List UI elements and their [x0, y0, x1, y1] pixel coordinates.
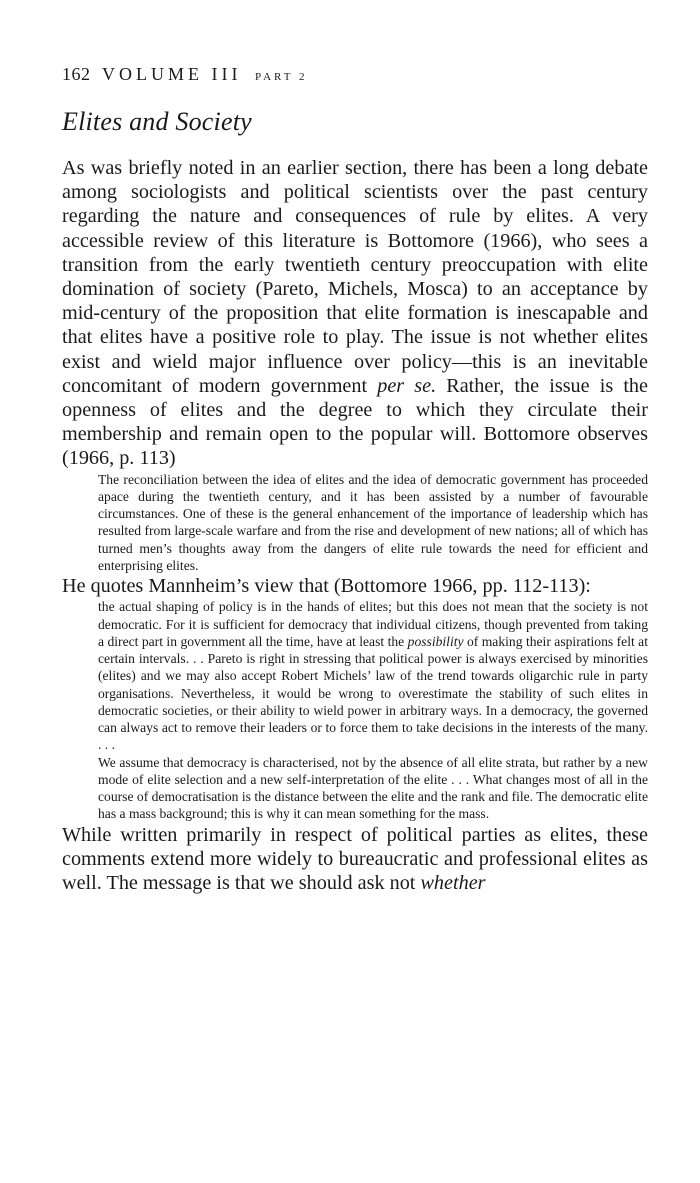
block-quote-2-para-2: We assume that democracy is characterised, not by the absence of all elite strata, but rather by a new mode of elite selection and a new self-interpretation of the elite . . . What changes most of all in the course of democratisation is the distance between the elite and the rank and file. The democratic elite has a mass background; this is why it can mean something for the mass.	[98, 754, 648, 822]
running-header	[62, 62, 648, 86]
book-page	[62, 62, 648, 895]
block-quote-2-para-1	[98, 598, 648, 753]
block-quote-1	[98, 471, 648, 575]
block-quote-1-text: The reconciliation between the idea of elites and the idea of democratic government has proceeded apace during the twentieth century, and it has been assisted by a number of favourable circumstances. One of these is the general enhancement of the importance of leadership which has resulted from large-scale warfare and from the rise and development of new nations; all of which has turned men’s thoughts away from the dangers of elite rule towards the need for efficient and enterprising elites.	[98, 471, 648, 573]
paragraph-1-text-a: As was briefly noted in an earlier section, there has been a long debate among sociologists and political scientists over the past century regarding the nature and consequences of rule by elites. A very accessible review of this literature is Bottomore (1966), who sees a transition from the early twentieth century preoccupation with elite domination of society (Pareto, Michels, Mosca) to an acceptance by mid-century of the proposition that elite formation is inescapable and that elites have a positive role to play. The issue is not whether elites exist and wield major influence over policy—this is an inevitable concomitant of modern government	[62, 157, 648, 397]
paragraph-1-italic: per se.	[377, 374, 437, 397]
body-paragraph-2: He quotes Mannheim’s view that (Bottomore 1966, pp. 112-113):	[62, 575, 591, 598]
quote-2-text-b: of making their aspirations felt at certain intervals. . . Pareto is right in stressing that political power is always exercised by minorities (elites) and we may also accept Robert Michels’ law of the trend towards oligarchic rule in party organisations. Nevertheless, it would be wrong to overestimate the stability of such elites in democratic societies, or their ability to wield power in arbitrary ways. In a democracy, the governed can always act to remove their leaders or to force them to take decisions in the interests of the many. . . .	[98, 633, 648, 753]
paragraph-3-text: While written primarily in respect of political parties as elites, these comments extend more widely to bureaucratic and professional elites as well. The message is that we should ask not	[62, 823, 648, 894]
paragraph-3-italic: whether	[420, 872, 486, 894]
quote-2-text-a: the actual shaping of policy is in the hands of elites; but this does not mean that the society is not democratic. For it is sufficient for democracy that individual citizens, though prevented from taking a direct part in government all the time, have at least the	[98, 599, 648, 649]
quote-2-italic: possibility	[407, 633, 464, 649]
volume-label: VOLUME III	[102, 64, 242, 84]
page-number: 162	[62, 64, 91, 84]
block-quote-2	[98, 598, 648, 822]
body-paragraph-1	[62, 156, 648, 471]
body-paragraph-3	[62, 823, 648, 896]
paragraph-1-text-b: Rather, the issue is the openness of elites and the degree to which they circulate their membership and remain open to the popular will. Bottomore observes (1966, p. 113)	[62, 374, 648, 470]
part-label: PART 2	[254, 71, 308, 83]
section-title: Elites and Society	[62, 107, 252, 136]
